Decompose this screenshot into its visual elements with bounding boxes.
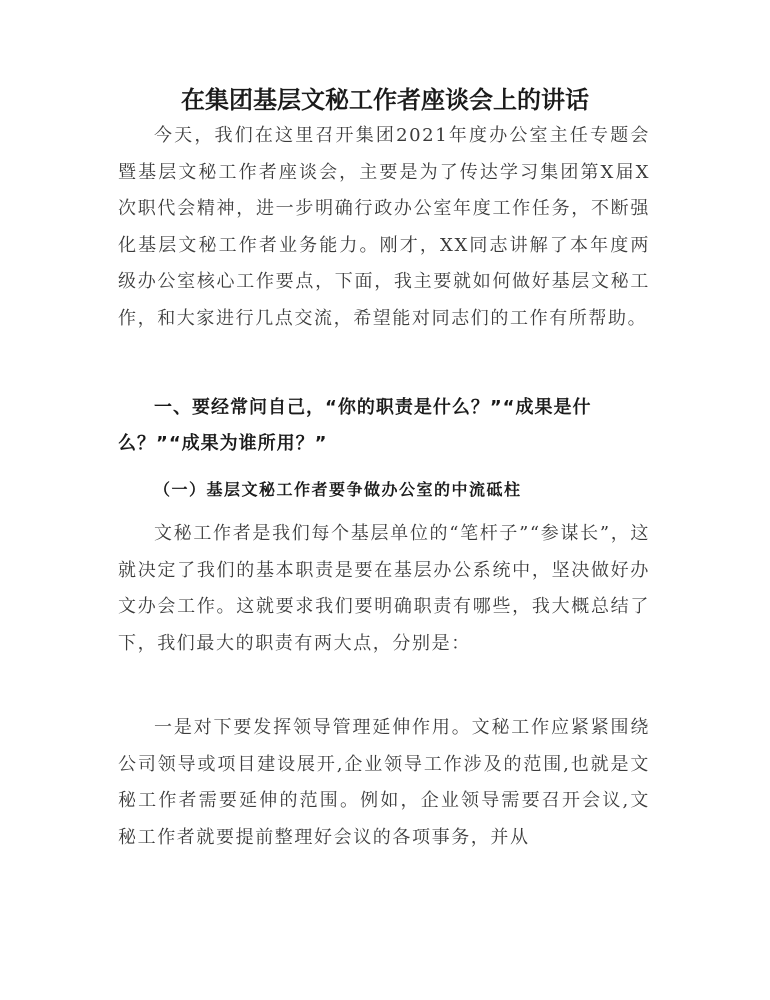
body-paragraph-2: 文秘工作者是我们每个基层单位的“笔杆子”“参谋长”，这就决定了我们的基本职责是要在基层办公系统中，坚决做好办文办会工作。这就要求我们要明确职责有哪些，我大概总结了下，我们最大的职责有两大点，分别是： xyxy=(118,523,650,654)
intro-paragraph: 今天，我们在这里召开集团2021年度办公室主任专题会暨基层文秘工作者座谈会，主要是为了传达学习集团第X届X次职代会精神，进一步明确行政办公室年度工作任务，不断强化基层文秘工作者业务能力。刚才，XX同志讲解了本年度两级办公室核心工作要点，下面，我主要就如何做好基层文秘工作，和大家进行几点交流，希望能对同志们的工作有所帮助。 xyxy=(118,125,650,329)
subsection-heading: （一）基层文秘工作者要争做办公室的中流砥柱 xyxy=(154,480,522,499)
body-paragraph-3: 一是对下要发挥领导管理延伸作用。文秘工作应紧紧围绕公司领导或项目建设展开,企业领导工作涉及的范围,也就是文秘工作者需要延伸的范围。例如，企业领导需要召开会议,文秘工作者就要提前整理好会议的各项事务，并从 xyxy=(118,717,650,848)
document-title: 在集团基层文秘工作者座谈会上的讲话 xyxy=(181,86,589,114)
section-heading: 一、要经常问自己，“你的职责是什么？”“成果是什么？”“成果为谁所用？” xyxy=(118,397,592,454)
